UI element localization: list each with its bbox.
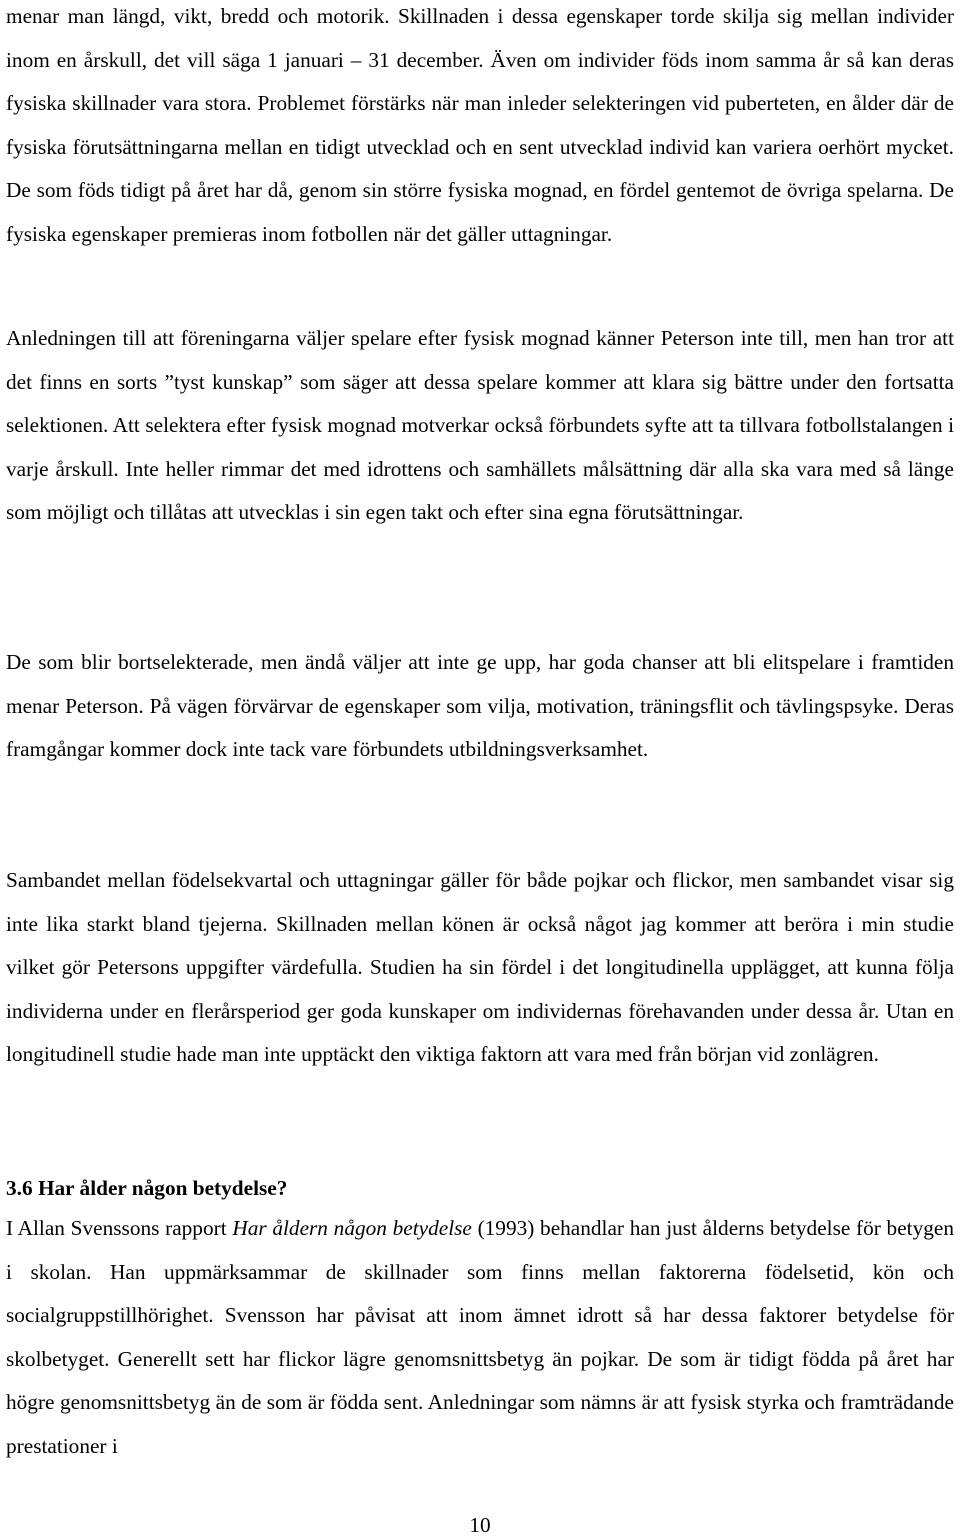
body-paragraph: De som blir bortselekterade, men ändå väljer att inte ge upp, har goda chanser att bli elitspelare i framtiden menar Peterson. På vägen förvärvar de egenskaper som vilja, motivation, träningsflit och tävlingspsyke. Deras framgångar kommer dock inte tack vare förbundets utbildningsverksamhet. [6,650,954,762]
report-title: Har åldern någon betydelse [232,1216,472,1240]
body-paragraph: Sambandet mellan födelsekvartal och uttagningar gäller för både pojkar och flickor, men sambandet visar sig inte lika starkt bland tjejerna. Skillnaden mellan könen är också något jag kommer att beröra i min studie vilket gör Petersons uppgifter värdefulla. Studien ha sin fördel i det longitudinella upplägget, att kunna följa individerna under en flerårsperiod ger goda kunskaper om individernas förehavanden under dessa år. Utan en longitudinell studie hade man inte upptäckt den viktiga faktorn att vara med från början vid zonlägren. [6,868,954,1067]
body-paragraph: menar man längd, vikt, bredd och motorik. Skillnaden i dessa egenskaper torde skilja sig mellan individer inom en årskull, det vill säga 1 januari – 31 december. Även om individer föds inom samma år så kan deras fysiska skillnader vara stora. Problemet förstärks när man inleder selekteringen vid puberteten, en ålder där de fysiska förutsättningarna mellan en tidigt utvecklad och en sent utvecklad individ kan variera oerhört mycket. De som föds tidigt på året har då, genom sin större fysiska mognad, en fördel gentemot de övriga spelarna. De fysiska egenskaper premieras inom fotbollen när det gäller uttagningar. [6,4,954,246]
section-heading: 3.6 Har ålder någon betydelse? [6,1176,288,1200]
body-paragraph [6,1207,954,1469]
paragraph-text: (1993) behandlar han just ålderns betydelse för betygen i skolan. Han uppmärksammar de skillnader som finns mellan faktorerna födelsetid, kön och socialgruppstillhörighet. Svensson har påvisat att inom ämnet idrott så har dessa faktorer betydelse för skolbetyget. Generellt sett har flickor lägre genomsnittsbetyg än pojkar. De som är tidigt födda på året har högre genomsnittsbetyg än de som är födda sent. Anledningar som nämns är att fysisk styrka och framträdande prestationer i [6,1216,954,1458]
paragraph-text: I Allan Svenssons rapport [6,1216,233,1240]
page-number: 10 [469,1513,491,1537]
body-paragraph: Anledningen till att föreningarna väljer spelare efter fysisk mognad känner Peterson inte till, men han tror att det finns en sorts ”tyst kunskap” som säger att dessa spelare kommer att klara sig bättre under den fortsatta selektionen. Att selektera efter fysisk mognad motverkar också förbundets syfte att ta tillvara fotbollstalangen i varje årskull. Inte heller rimmar det med idrottens och samhällets målsättning där alla ska vara med så länge som möjligt och tillåtas att utvecklas i sin egen takt och efter sina egna förutsättningar. [6,326,954,525]
